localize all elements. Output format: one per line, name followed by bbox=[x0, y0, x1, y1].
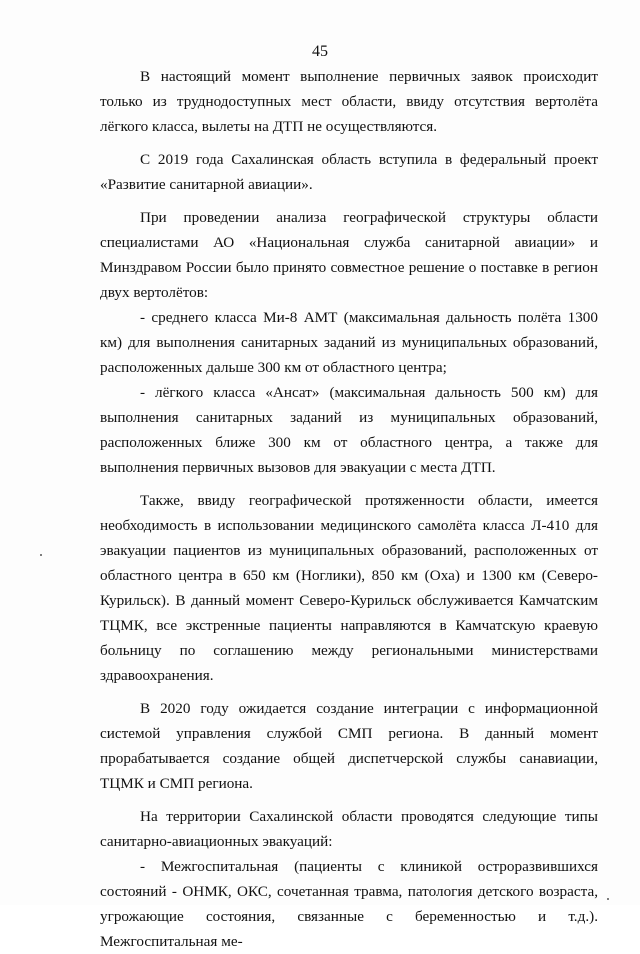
paragraph-integration-2020: В 2020 году ожидается создание интеграции с информационной системой управления службой СМП региона. В данный момент прорабатывается создание общей диспетчерской службы санавиации, ТЦМК и СМП региона. bbox=[100, 700, 598, 792]
scan-speck bbox=[40, 554, 42, 556]
paragraph-current-situation: В настоящий момент выполнение первичных заявок происходит только из труднодоступных мест области, ввиду отсутствия вертолёта лёгкого класса, вылеты на ДТП не осуществляются. bbox=[100, 68, 598, 135]
paragraph-evacuation-types: На территории Сахалинской области проводятся следующие типы санитарно-авиационных эвакуаций: bbox=[100, 808, 598, 850]
paragraph-helicopter-decision: При проведении анализа географической структуры области специалистами АО «Национальная служба санитарной авиации» и Минздравом России было принято совместное решение о поставке в регион двух вертолётов: bbox=[100, 209, 598, 301]
list-item-mi8: - среднего класса Ми-8 АМТ (максимальная дальность полёта 1300 км) для выполнения санитарных заданий из муниципальных образований, расположенных дальше 300 км от областного центра; bbox=[100, 309, 598, 376]
paragraph-federal-project: С 2019 года Сахалинская область вступила в федеральный проект «Развитие санитарной авиации». bbox=[100, 151, 598, 193]
scan-speck bbox=[607, 898, 609, 900]
body-text bbox=[100, 64, 598, 954]
list-item-interhospital: - Межгоспитальная (пациенты с клиникой остроразвившихся состояний - ОНМК, ОКС, сочетанная травма, патология детского возраста, угрожающие состояния, связанные с беременностью и т.д.). Межгоспитальная ме- bbox=[100, 858, 598, 950]
paragraph-aircraft-need: Также, ввиду географической протяженности области, имеется необходимость в использовании медицинского самолёта класса Л-410 для эвакуации пациентов из муниципальных образований, расположенных от областного центра в 650 км (Ноглики), 850 км (Оха) и 1300 км (Северо-Курильск). В данный момент Северо-Курильск обслуживается Камчатским ТЦМК, все экстренные пациенты направляются в Камчатскую краевую больницу по соглашению между региональными министерствами здравоохранения. bbox=[100, 492, 598, 684]
page-number: 45 bbox=[312, 43, 328, 60]
list-item-ansat: - лёгкого класса «Ансат» (максимальная дальность 500 км) для выполнения санитарных заданий из муниципальных образований, расположенных ближе 300 км от областного центра, а также для выполнения первичных вызовов для эвакуации с места ДТП. bbox=[100, 384, 598, 476]
